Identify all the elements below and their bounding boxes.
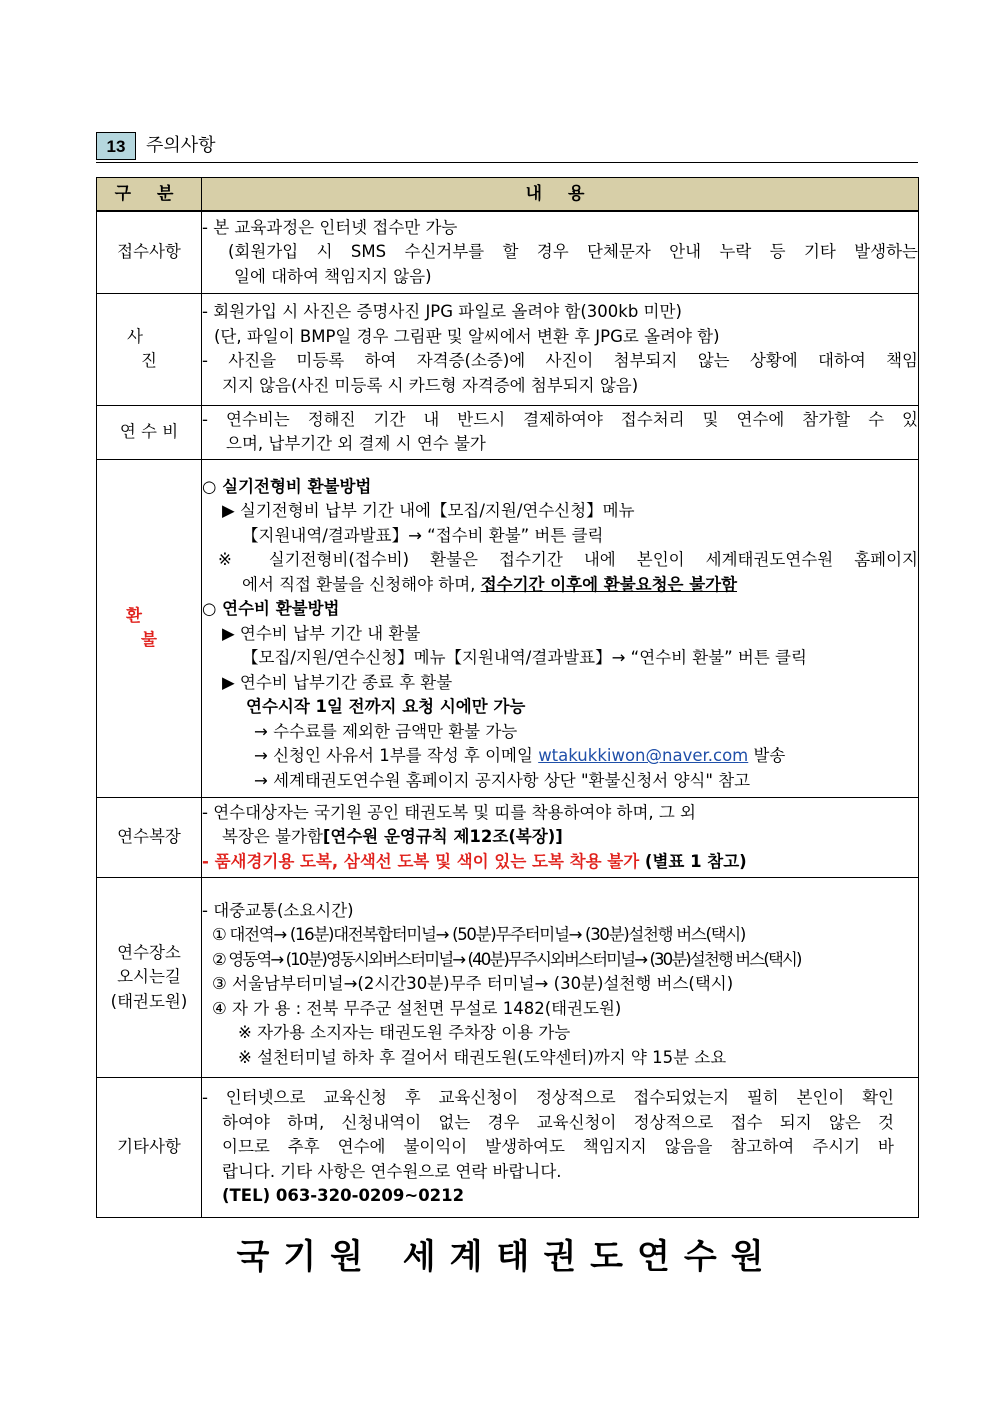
content-uniform <box>202 797 919 878</box>
text-line: - 본 교육과정은 인터넷 접수만 가능 <box>202 217 458 237</box>
label-directions: 연수장소 오시는길 (태권도원) <box>97 878 202 1078</box>
content-refund <box>202 459 919 797</box>
route-car: ④ 자 가 용 : 전북 무주군 설천면 무설로 1482(태권도원) <box>212 998 622 1018</box>
text-line: - 연수비는 정해진 기간 내 반드시 결제하여야 접수처리 및 연수에 참가할 수 있 <box>202 409 918 429</box>
text-line: 랍니다. 기타 사항은 연수원으로 연락 바랍니다. <box>222 1161 562 1181</box>
organization-name: 국기원 세계태권도연수원 <box>236 1237 778 1277</box>
row-directions <box>97 878 919 1078</box>
contact-tel: (TEL) 063-320-0209~0212 <box>222 1186 465 1206</box>
content-other <box>202 1078 919 1218</box>
text-line: - 연수대상자는 국기원 공인 태권도복 및 띠를 착용하여야 하며, 그 외 <box>202 802 697 822</box>
header-content: 내 용 <box>202 178 919 212</box>
content-fee <box>202 405 919 459</box>
header-category: 구 분 <box>97 178 202 212</box>
text-line: 으며, 납부기간 외 결제 시 연수 불가 <box>226 434 486 453</box>
text-line: ▶ 연수비 납부 기간 내 환불 <box>222 623 421 643</box>
text-line: ※ 자가용 소지자는 태권도원 주차장 이용 가능 <box>238 1023 571 1043</box>
refund-fee-title: ○ 연수비 환불방법 <box>202 599 340 619</box>
text-line: 이므로 추후 연수에 불이익이 발생하여도 책임지지 않음을 참고하여 주시기 바 <box>222 1137 894 1157</box>
content-reception <box>202 211 919 293</box>
notice-table <box>96 177 919 1218</box>
route-3: ③ 서울남부터미널→(2시간30분)무주 터미널→ (30분)설천행 버스(택시) <box>212 974 734 994</box>
row-refund <box>97 459 919 797</box>
row-fee <box>97 405 919 459</box>
text-line: 【모집/지원/연수신청】메뉴【지원내역/결과발표】→ “연수비 환불” 버튼 클릭 <box>242 648 807 668</box>
text-line: ※ 설천터미널 하차 후 걸어서 태권도원(도약센터)까지 약 15분 소요 <box>238 1047 727 1067</box>
text-line: ▶ 연수비 납부기간 종료 후 환불 <box>222 672 453 692</box>
text-line: ▶ 실기전형비 납부 기간 내에【모집/지원/연수신청】메뉴 <box>222 501 635 521</box>
text-line: ※ 실기전형비(접수비) 환불은 접수기간 내에 본인이 세계태권도연수원 홈페이지 <box>218 550 918 570</box>
text-line: - 회원가입 시 사진은 증명사진 JPG 파일로 올려야 함(300kb 미만) <box>202 302 682 321</box>
content-photo <box>202 293 919 405</box>
section-number: 13 <box>96 132 136 160</box>
text-line: → 수수료를 제외한 금액만 환불 가능 <box>254 721 518 741</box>
text-line: → 세계태권도연수원 홈페이지 공지사항 상단 "환불신청서 양식" 참고 <box>254 770 751 790</box>
text-line: → 신청인 사유서 1부를 작성 후 이메일 wtakukkiwon@naver.com 발송 <box>254 746 786 766</box>
text-line: (회원가입 시 SMS 수신거부를 할 경우 단체문자 안내 누락 등 기타 발생하는 <box>228 242 918 261</box>
text-line: - 품새경기용 도복, 삼색선 도복 및 색이 있는 도복 착용 불가 (별표 1 참고) <box>202 851 747 871</box>
text-line: 지지 않음(사진 미등록 시 카드형 자격증에 첨부되지 않음) <box>222 375 639 395</box>
section-header <box>96 131 918 163</box>
text-line: - 인터넷으로 교육신청 후 교육신청이 정상적으로 접수되었는지 필히 본인이 확인 <box>202 1088 894 1108</box>
text-line: - 사진을 미등록 하여 자격증(소증)에 사진이 첨부되지 않는 상황에 대하여 책임 <box>202 351 918 370</box>
content-directions <box>202 878 919 1078</box>
row-reception <box>97 211 919 293</box>
email-link[interactable]: wtakukkiwon@naver.com <box>538 746 749 766</box>
text-line: 일에 대하여 책임지지 않음) <box>234 266 432 286</box>
uniform-warning: - 품새경기용 도복, 삼색선 도복 및 색이 있는 도복 착용 불가 <box>202 851 640 871</box>
section-divider <box>96 162 918 163</box>
label-uniform: 연수복장 <box>97 797 202 878</box>
route-1: ① 대전역→ (16분)대전복합터미널→ (50분)무주터미널→ (30분)설천행 버스(택시) <box>212 925 746 945</box>
table-header-row <box>97 178 919 212</box>
text-line: 【지원내역/결과발표】→ “접수비 환불” 버튼 클릭 <box>242 525 604 545</box>
label-other: 기타사항 <box>97 1078 202 1218</box>
text-line: 복장은 불가함[연수원 운영규칙 제12조(복장)] <box>222 827 563 846</box>
label-fee: 연 수 비 <box>97 405 202 459</box>
text-line: 하여야 하며, 신청내역이 없는 경우 교육신청이 정상적으로 접수 되지 않은 것 <box>222 1112 894 1132</box>
section-title: 주의사항 <box>146 135 216 156</box>
row-photo <box>97 293 919 405</box>
text-line: (단, 파일이 BMP일 경우 그림판 및 알씨에서 변환 후 JPG로 올려야 함) <box>214 326 720 346</box>
label-refund: 환 불 <box>97 459 202 797</box>
refund-practical-title: ○ 실기전형비 환불방법 <box>202 476 372 496</box>
text-line: 에서 직접 환불을 신청해야 하며, 접수기간 이후에 환불요청은 불가함 <box>242 574 738 594</box>
row-other <box>97 1078 919 1218</box>
refund-warning: 접수기간 이후에 환불요청은 불가함 <box>480 574 738 594</box>
text-line: - 대중교통(소요시간) <box>202 900 354 920</box>
label-photo: 사 진 <box>97 293 202 405</box>
route-2: ② 영동역→ (10분)영동시외버스터미널→ (40분)무주시외버스터미널→ (30분)설천행 버스(택시) <box>212 949 801 969</box>
label-reception: 접수사항 <box>97 211 202 293</box>
text-line: 연수시작 1일 전까지 요청 시에만 가능 <box>246 697 526 717</box>
row-uniform <box>97 797 919 878</box>
